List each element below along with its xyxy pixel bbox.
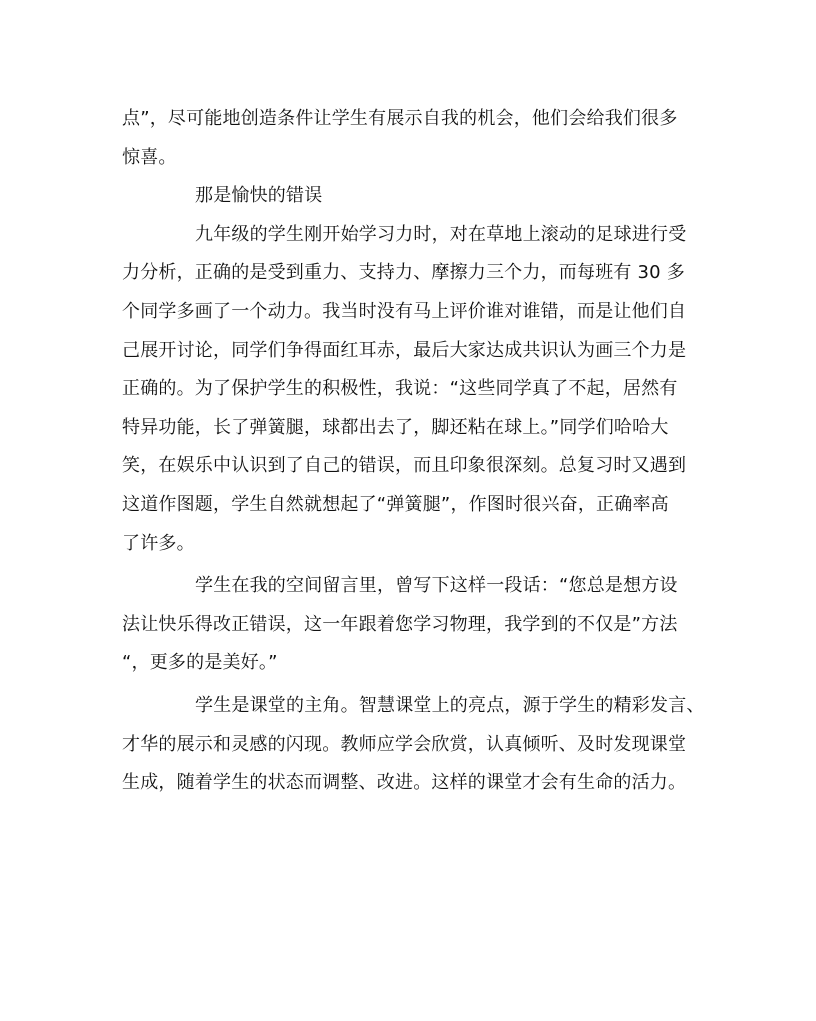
paragraph-line: 了许多。 bbox=[122, 532, 195, 554]
paragraph-line: 惊喜。 bbox=[122, 146, 177, 168]
paragraph-line: 己展开讨论，同学们争得面红耳赤，最后大家达成共识认为画三个力是 bbox=[122, 339, 687, 361]
paragraph-line: 学生在我的空间留言里，曾写下这样一段话：“您总是想方设 bbox=[195, 575, 678, 597]
paragraph-line: 特异功能，长了弹簧腿，球都出去了，脚还粘在球上。”同学们哈哈大 bbox=[122, 416, 669, 438]
paragraph-line: 法让快乐得改正错误，这一年跟着您学习物理，我学到的不仅是”方法 bbox=[122, 613, 678, 635]
paragraph-line: 学生是课堂的主角。智慧课堂上的亮点，源于学生的精彩发言、 bbox=[195, 694, 705, 716]
paragraph-line: 生成，随着学生的状态而调整、改进。这样的课堂才会有生命的活力。 bbox=[122, 772, 687, 794]
section-heading: 那是愉快的错误 bbox=[195, 185, 323, 207]
paragraph-line: 点”，尽可能地创造条件让学生有展示自我的机会，他们会给我们很多 bbox=[122, 108, 678, 129]
paragraph-line: 力分析，正确的是受到重力、支持力、摩擦力三个力，而每班有 30 多 bbox=[122, 262, 685, 284]
paragraph-line: 九年级的学生刚开始学习力时，对在草地上滚动的足球进行受 bbox=[195, 223, 687, 245]
document-body bbox=[122, 100, 710, 803]
paragraph-line: 个同学多画了一个动力。我当时没有马上评价谁对谁错，而是让他们自 bbox=[122, 300, 687, 322]
paragraph-line: “，更多的是美好。” bbox=[122, 652, 278, 674]
paragraph-line: 才华的展示和灵感的闪现。教师应学会欣赏，认真倾听、及时发现课堂 bbox=[122, 733, 687, 755]
paragraph-line: 这道作图题，学生自然就想起了“弹簧腿”，作图时很兴奋，正确率高 bbox=[122, 493, 669, 515]
paragraph-line: 正确的。为了保护学生的积极性，我说：“这些同学真了不起，居然有 bbox=[122, 378, 678, 400]
paragraph-line: 笑，在娱乐中认识到了自己的错误，而且印象很深刻。总复习时又遇到 bbox=[122, 455, 687, 477]
